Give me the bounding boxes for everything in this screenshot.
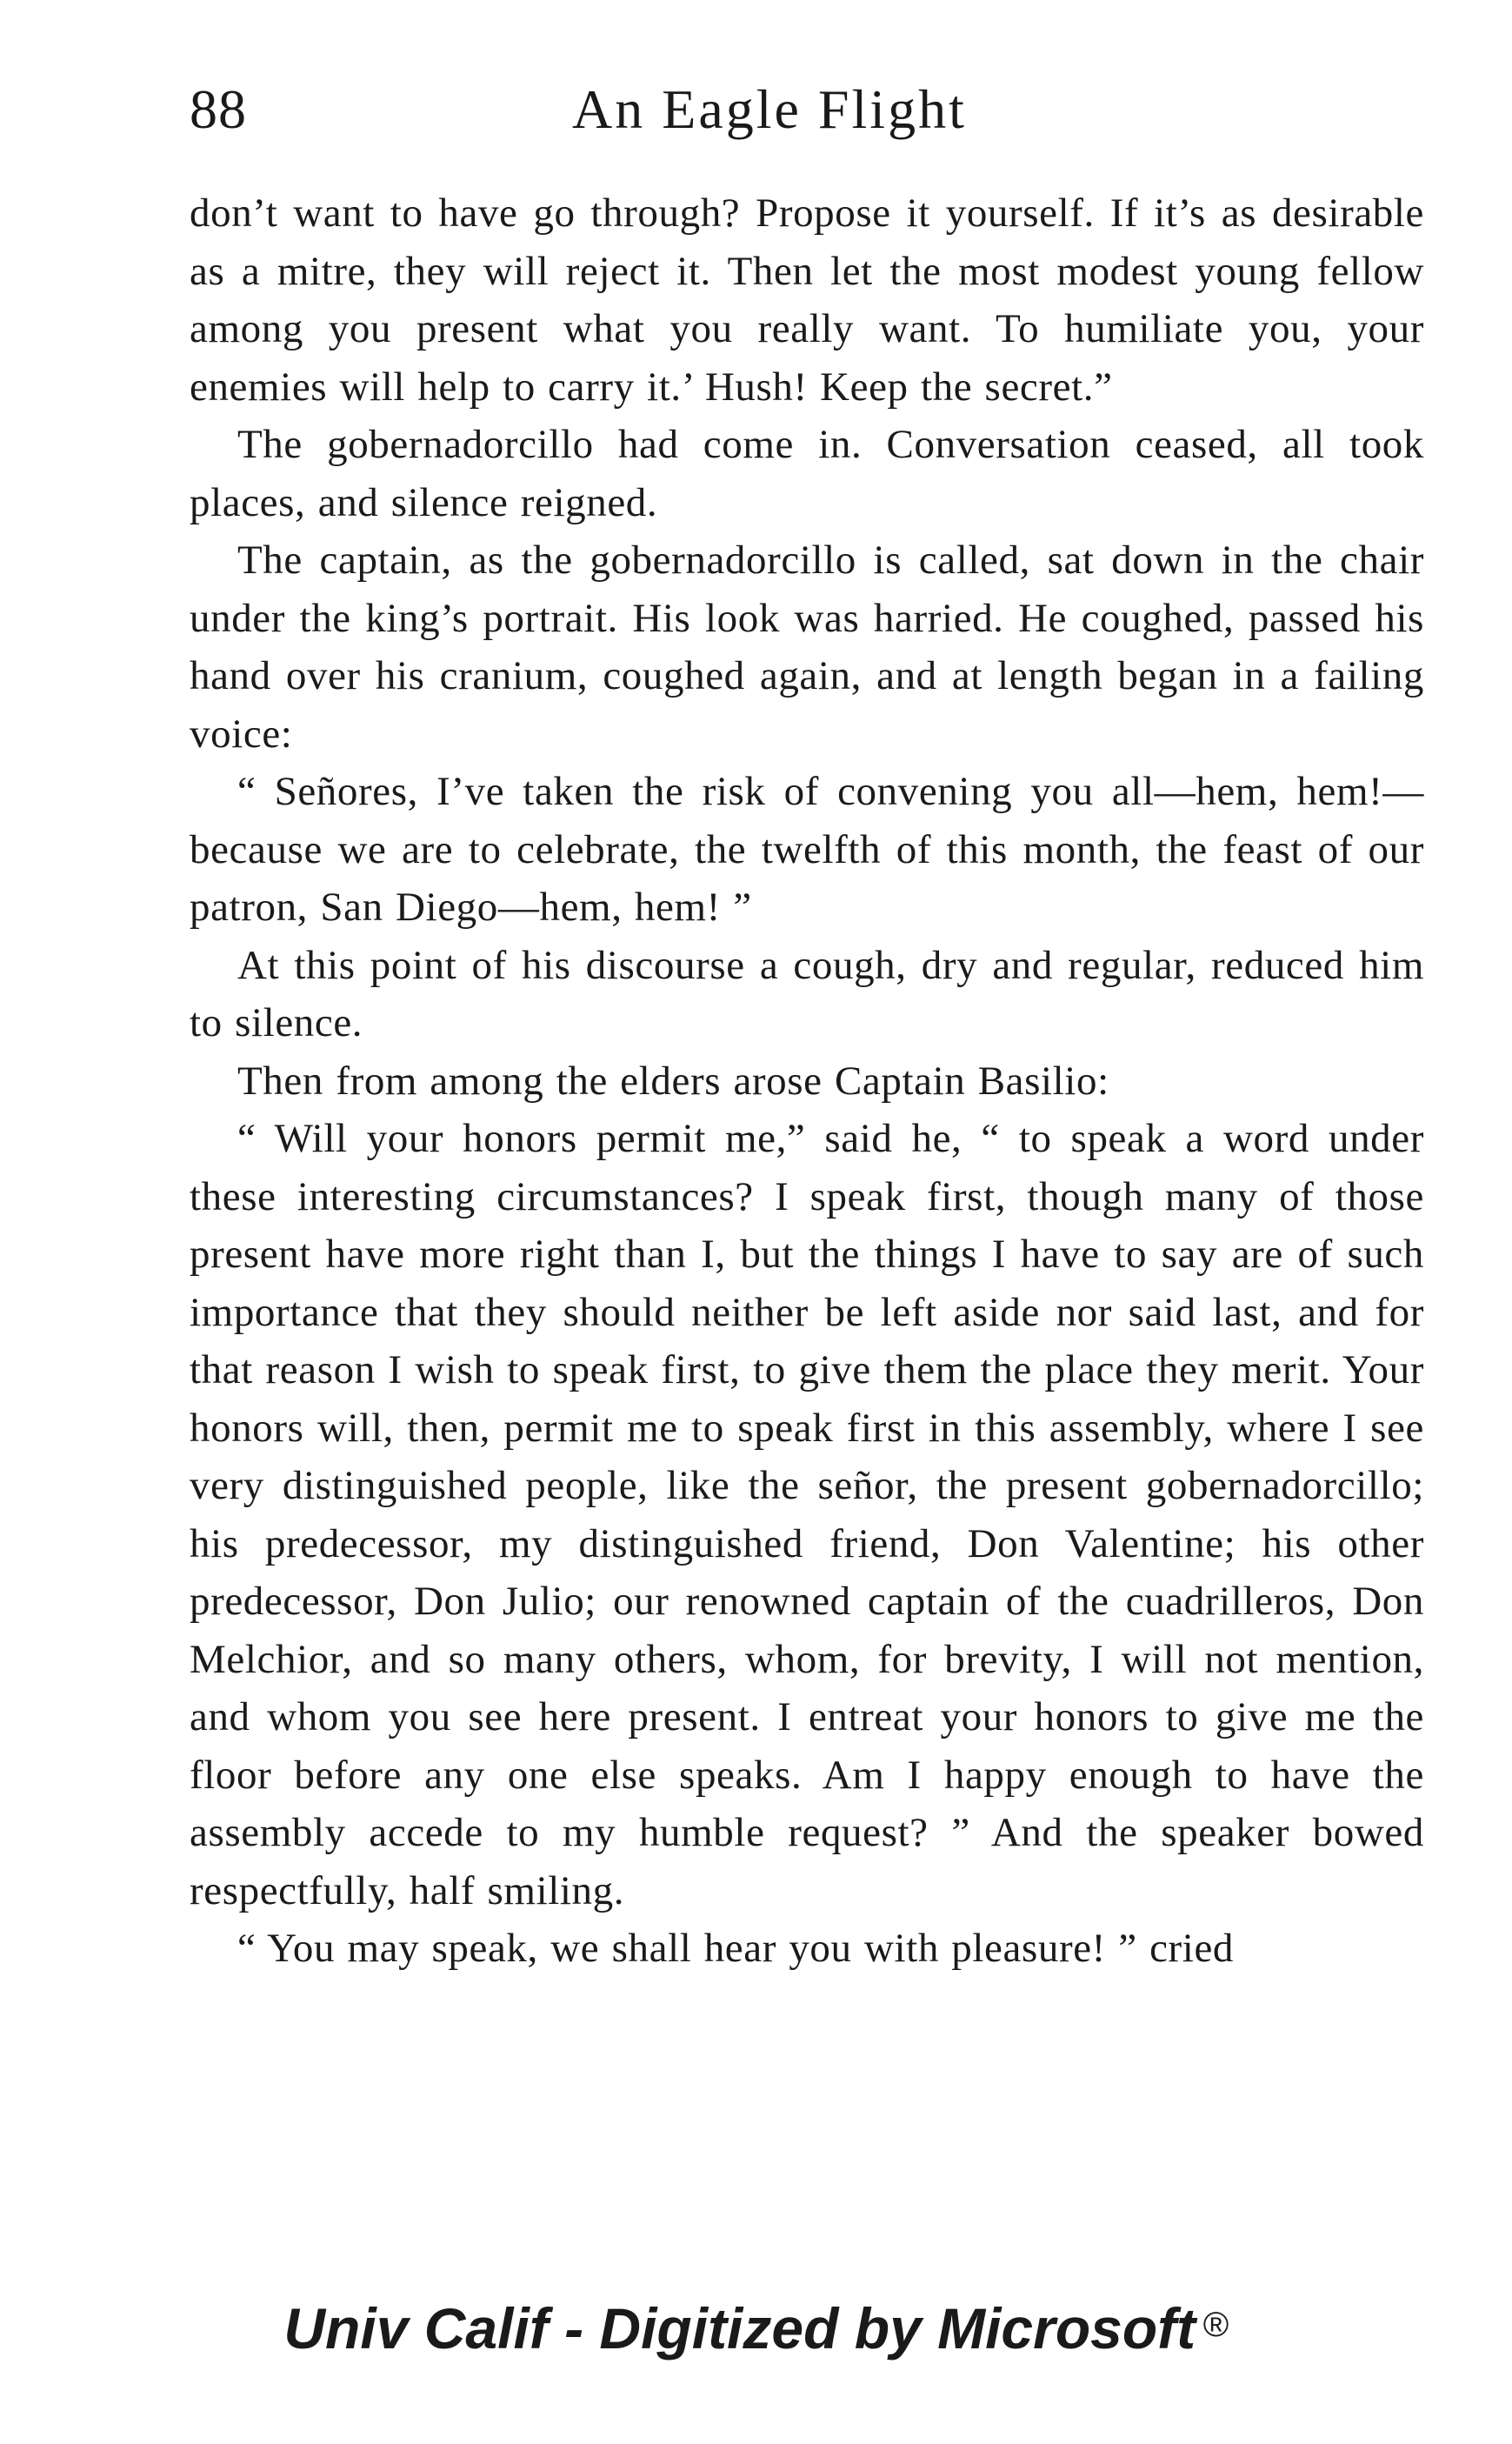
- paragraph-4: “ Señores, I’ve taken the risk of convening you all—hem, hem!—because we are to celebrate, the twelfth of this month, the feast of our patron, San Diego—hem, hem! ”: [190, 769, 1424, 930]
- book-title: An Eagle Flight: [572, 78, 967, 140]
- body-text: [190, 184, 1424, 1978]
- paragraph-3: The captain, as the gobernadorcillo is called, sat down in the chair under the king’s portrait. His look was harried. He coughed, passed his hand over his cranium, coughed again, and at length began in a failing voice:: [190, 538, 1424, 757]
- paragraph-5: At this point of his discourse a cough, dry and regular, reduced him to silence.: [190, 942, 1424, 1045]
- registered-mark: ®: [1202, 2306, 1229, 2344]
- paragraph-7: “ Will your honors permit me,” said he, “ to speak a word under these interesting circumstances? I speak first, though many of those present have more right than I, but the things I have to say are of such importance that they should neither be left aside nor said last, and for that reason I wish to speak first, to give them the place they merit. Your honors will, then, permit me to speak first in this assembly, where I see very distinguished people, like the señor, the present gobernadorcillo; his predecessor, my distinguished friend, Don Valentine; his other predecessor, Don Julio; our renowned captain of the cuadrilleros, Don Melchior, and so many others, whom, for brevity, I will not mention, and whom you see here present. I entreat your honors to give me the floor before any one else speaks. Am I happy enough to have the assembly accede to my humble request? ” And the speaker bowed respectfully, half smiling.: [190, 1116, 1424, 1913]
- paragraph-8: “ You may speak, we shall hear you with pleasure! ” cried: [237, 1926, 1235, 1971]
- page-number: 88: [190, 78, 247, 140]
- digitization-watermark: [0, 2286, 1512, 2367]
- paragraph-6: Then from among the elders arose Captain Basilio:: [237, 1058, 1109, 1104]
- paragraph-2: The gobernadorcillo had come in. Conversation ceased, all took places, and silence reigned.: [190, 422, 1424, 525]
- running-head: [190, 68, 1424, 151]
- paragraph-1: don’t want to have go through? Propose it yourself. If it’s as desirable as a mitre, they will reject it. Then let the most modest young fellow among you present what you really want. To humiliate you, your enemies will help to carry it.’ Hush! Keep the secret.”: [190, 190, 1424, 410]
- watermark-text: Univ Calif - Digitized by Microsoft: [283, 2296, 1196, 2361]
